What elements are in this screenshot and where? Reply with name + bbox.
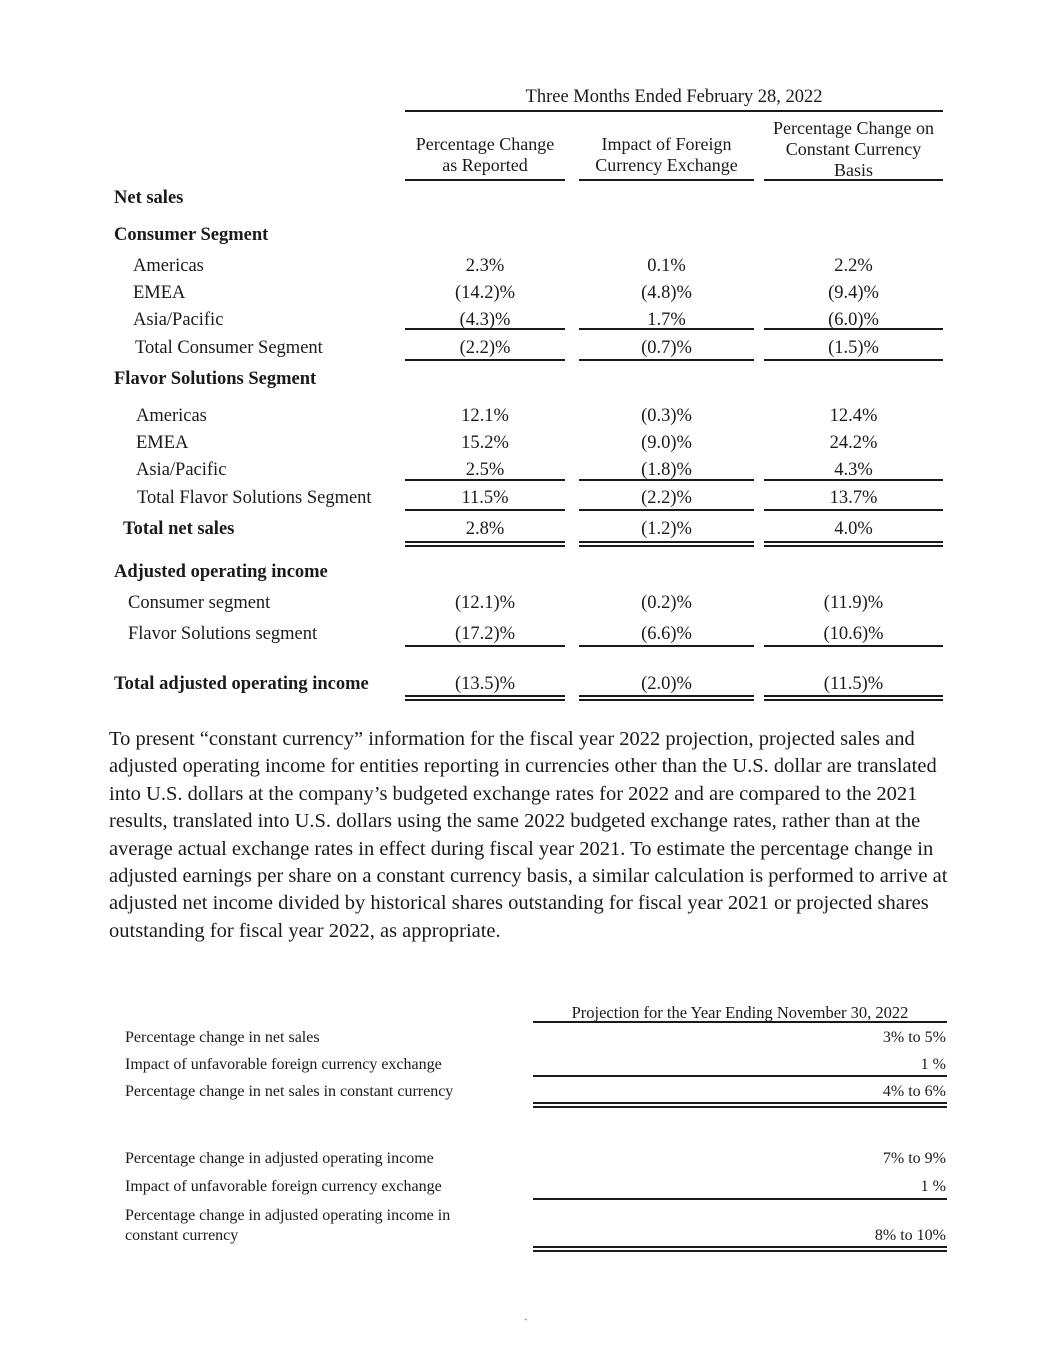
row-label: Asia/Pacific <box>136 460 227 480</box>
column-rule <box>405 179 565 181</box>
section-flavor-solutions: Flavor Solutions Segment <box>114 369 317 389</box>
subtotal-rule <box>405 479 565 481</box>
column-header-fx-impact: Impact of Foreign Currency Exchange <box>595 134 738 175</box>
row-label-total-adjusted-operating-income: Total adjusted operating income <box>114 674 369 694</box>
cell-value: 4.3% <box>834 460 873 480</box>
cell-value: (11.9)% <box>823 593 884 613</box>
cell-value: (6.0)% <box>828 310 879 330</box>
cell-value: 2.3% <box>465 256 505 276</box>
table1-super-header: Three Months Ended February 28, 2022 <box>525 87 823 107</box>
cell-value: 7% to 9% <box>882 1150 946 1167</box>
subtotal-rule <box>533 1198 947 1200</box>
cell-value: (0.3)% <box>641 406 692 426</box>
row-label: Percentage change in adjusted operating income <box>125 1150 434 1167</box>
row-label: Percentage change in net sales in constant currency <box>125 1083 454 1100</box>
cell-value: (2.0)% <box>641 674 692 694</box>
subtotal-rule <box>405 328 565 330</box>
cell-value: (17.2)% <box>454 624 516 644</box>
cell-value: (6.6)% <box>641 624 692 644</box>
row-label: Impact of unfavorable foreign currency exchange <box>125 1178 442 1195</box>
section-net-sales: Net sales <box>114 188 184 208</box>
cell-value: (9.0)% <box>641 433 692 453</box>
header-rule <box>405 110 943 112</box>
section-adjusted-operating-income: Adjusted operating income <box>114 562 328 582</box>
explanatory-paragraph: To present “constant currency” information for the fiscal year 2022 projection, projected sales and adjusted operating income for entities reporting in currencies other than the U.S. dollar are translated into U.S. dollars at the company’s budgeted exchange rates for 2022 and are compared to the 2021 results, translated into U.S. dollars using the same 2022 budgeted exchange rates, rather than at the average actual exchange rates in effect during fiscal year 2021. To estimate the percentage change in adjusted earnings per share on a constant currency basis, a similar calculation is performed to arrive at adjusted net income divided by historical shares outstanding for fiscal year 2021 or projected shares outstanding for fiscal year 2022, as appropriate. <box>109 728 948 942</box>
row-label: Impact of unfavorable foreign currency exchange <box>125 1056 442 1073</box>
cell-value: 1 % <box>920 1056 946 1073</box>
cell-value: (0.7)% <box>641 338 692 358</box>
row-label: Percentage change in net sales <box>125 1029 320 1046</box>
cell-value: 24.2% <box>829 433 878 453</box>
cell-value: 13.7% <box>829 488 878 508</box>
cell-value: (14.2)% <box>454 283 516 303</box>
cell-value: (13.5)% <box>454 674 516 694</box>
cell-value: (9.4)% <box>828 283 879 303</box>
row-label-total: Total Consumer Segment <box>135 338 323 358</box>
cell-value: 0.1% <box>647 256 686 276</box>
subtotal-rule <box>764 328 943 330</box>
cell-value: (12.1)% <box>454 593 516 613</box>
subtotal-rule <box>579 479 754 481</box>
row-label: Americas <box>133 256 204 276</box>
cell-value: 8% to 10% <box>874 1227 946 1244</box>
double-rule <box>764 695 943 701</box>
double-rule <box>533 1246 947 1252</box>
cell-value: (1.2)% <box>641 519 692 539</box>
cell-value: 4% to 6% <box>882 1083 946 1100</box>
total-rule <box>764 509 943 511</box>
cell-value: 12.1% <box>461 406 509 426</box>
column-header-constant-currency: Percentage Change on Constant Currency Basis <box>773 118 934 180</box>
cell-value: 1 % <box>920 1178 946 1195</box>
row-label-total-net-sales: Total net sales <box>123 519 235 539</box>
total-rule <box>405 359 565 361</box>
row-label: EMEA <box>136 433 189 453</box>
double-rule <box>533 1102 947 1108</box>
row-label-total: Total Flavor Solutions Segment <box>137 488 372 508</box>
cell-value: (10.6)% <box>823 624 884 644</box>
total-rule <box>579 359 754 361</box>
cell-value: (2.2)% <box>459 338 511 358</box>
double-rule <box>405 541 565 547</box>
subtotal-rule <box>533 1075 947 1077</box>
subtotal-rule <box>405 645 565 647</box>
subtotal-rule <box>764 645 943 647</box>
cell-value: 2.5% <box>465 460 505 480</box>
row-label: Consumer segment <box>128 593 271 613</box>
double-rule <box>579 541 754 547</box>
subtotal-rule <box>579 328 754 330</box>
row-label: Flavor Solutions segment <box>128 624 318 644</box>
cell-value: (1.5)% <box>828 338 879 358</box>
subtotal-rule <box>764 479 943 481</box>
total-rule <box>405 509 565 511</box>
row-label: EMEA <box>133 283 186 303</box>
double-rule <box>579 695 754 701</box>
footer-mark: ` <box>524 1316 528 1330</box>
cell-value: (4.8)% <box>641 283 692 303</box>
projection-header: Projection for the Year Ending November 30, 2022 <box>571 1003 909 1022</box>
cell-value: 3% to 5% <box>882 1029 946 1046</box>
cell-value: (1.8)% <box>641 460 692 480</box>
cell-value: (11.5)% <box>823 674 884 694</box>
cell-value: 15.2% <box>461 433 509 453</box>
subtotal-rule <box>579 645 754 647</box>
cell-value: (2.2)% <box>641 488 692 508</box>
cell-value: (0.2)% <box>641 593 692 613</box>
cell-value: (4.3)% <box>459 310 511 330</box>
cell-value: 4.0% <box>834 519 873 539</box>
column-rule <box>764 179 943 181</box>
row-label: Americas <box>136 406 207 426</box>
row-label: Percentage change in adjusted operating income in constant currency <box>125 1207 451 1244</box>
row-label: Asia/Pacific <box>133 310 224 330</box>
cell-value: 2.8% <box>465 519 505 539</box>
total-rule <box>579 509 754 511</box>
cell-value: 2.2% <box>834 256 873 276</box>
double-rule <box>405 695 565 701</box>
cell-value: 11.5% <box>461 488 509 508</box>
double-rule <box>764 541 943 547</box>
column-rule <box>579 179 754 181</box>
header-rule <box>533 1021 947 1023</box>
total-rule <box>764 359 943 361</box>
section-consumer-segment: Consumer Segment <box>114 225 269 245</box>
cell-value: 1.7% <box>647 310 686 330</box>
column-header-reported: Percentage Change as Reported <box>415 134 555 175</box>
cell-value: 12.4% <box>829 406 878 426</box>
